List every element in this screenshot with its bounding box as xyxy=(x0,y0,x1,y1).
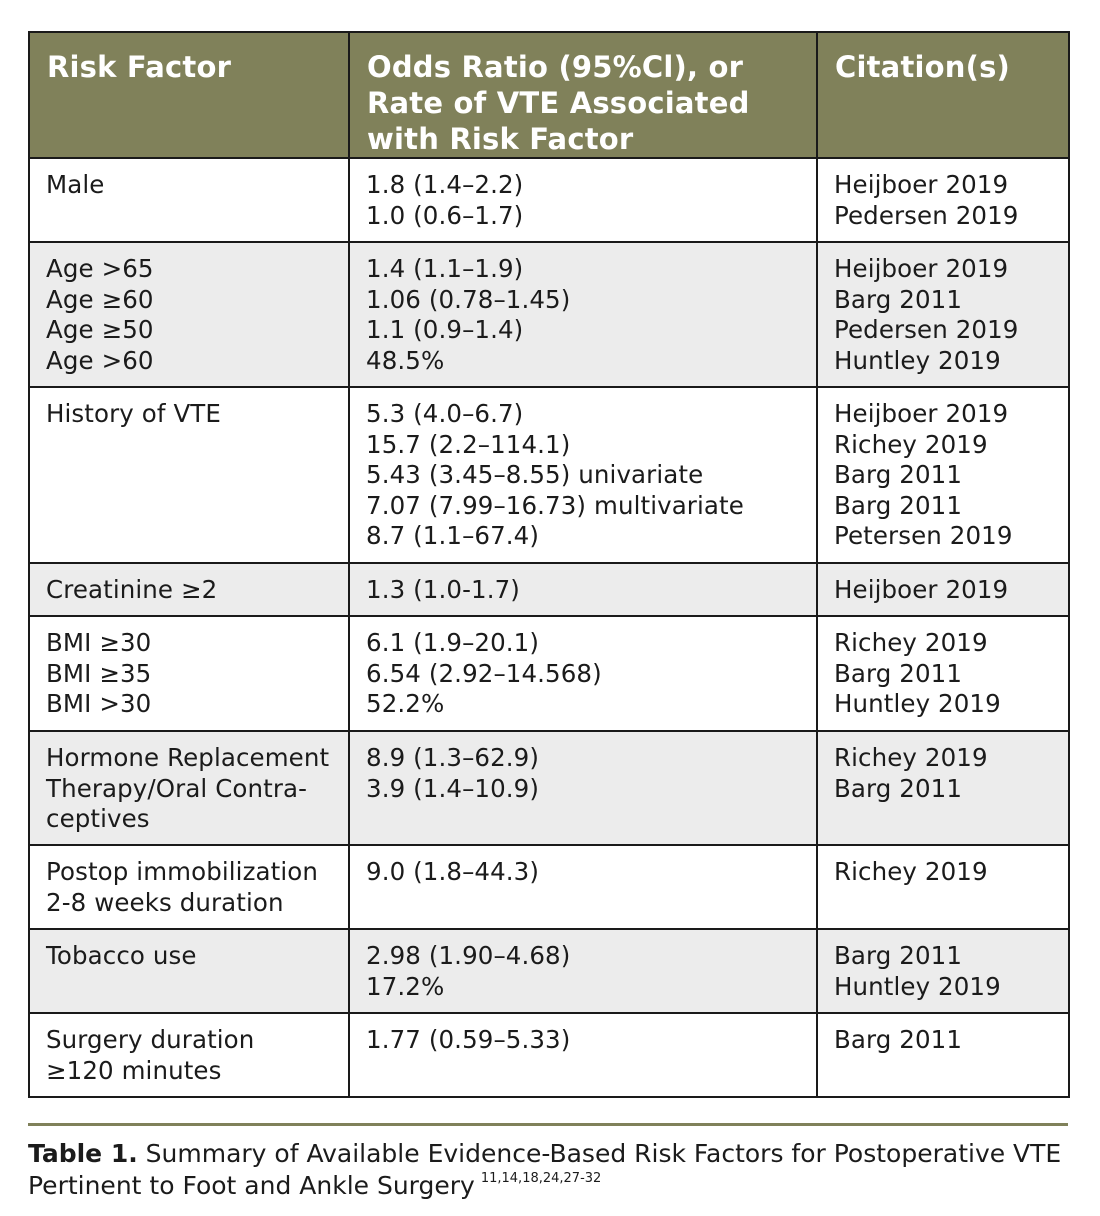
cell-line: 2.98 (1.90–4.68) xyxy=(366,941,571,970)
table-row-tobacco-use xyxy=(29,929,1069,1013)
table-row-age xyxy=(29,242,1069,387)
cell-line: 52.2% xyxy=(366,689,445,718)
risk-factor-cell xyxy=(29,929,349,1013)
caption-text: Summary of Available Evidence-Based Risk Factors for Postoperative VTE xyxy=(137,1139,1062,1168)
cell-line: Richey 2019 xyxy=(834,743,988,772)
cell-line: History of VTE xyxy=(46,399,221,428)
citation-cell xyxy=(817,242,1069,387)
odds-ratio-cell xyxy=(349,242,817,387)
citation-cell xyxy=(817,1013,1069,1097)
risk-factor-cell xyxy=(29,563,349,616)
cell-line: Richey 2019 xyxy=(834,628,988,657)
cell-line: Petersen 2019 xyxy=(834,521,1013,550)
cell-line: 7.07 (7.99–16.73) multivariate xyxy=(366,490,744,520)
cell-line: Heijboer 2019 xyxy=(834,254,1009,283)
header-line: Odds Ratio (95%Cl), or xyxy=(367,50,744,84)
header-line: with Risk Factor xyxy=(367,122,634,156)
caption-references: 11,14,18,24,27-32 xyxy=(480,1171,602,1186)
citation-cell xyxy=(817,158,1069,242)
cell-line: Therapy/Oral Contra- xyxy=(46,773,308,803)
odds-ratio-cell xyxy=(349,387,817,563)
cell-line: Creatinine ≥2 xyxy=(46,575,218,604)
header-line: Risk Factor xyxy=(47,50,232,84)
cell-line: Barg 2011 xyxy=(834,941,963,970)
cell-line: 17.2% xyxy=(366,971,445,1001)
cell-line: Tobacco use xyxy=(46,941,197,970)
cell-line: 1.4 (1.1–1.9) xyxy=(366,254,524,283)
odds-ratio-cell xyxy=(349,158,817,242)
cell-line: Postop immobilization xyxy=(46,857,318,886)
caption-text-2: Pertinent to Foot and Ankle Surgery xyxy=(28,1171,475,1200)
cell-line: Barg 2011 xyxy=(834,773,963,803)
cell-line: Age ≥60 xyxy=(46,284,154,314)
cell-line: Barg 2011 xyxy=(834,284,963,314)
cell-line: 1.77 (0.59–5.33) xyxy=(366,1025,571,1054)
cell-line: 15.7 (2.2–114.1) xyxy=(366,429,571,459)
risk-factor-cell xyxy=(29,158,349,242)
table-header-row xyxy=(29,32,1069,158)
risk-factor-cell xyxy=(29,731,349,845)
cell-line: Barg 2011 xyxy=(834,1025,963,1054)
table-row-postop-immobilization xyxy=(29,845,1069,929)
odds-ratio-cell xyxy=(349,731,817,845)
header-line: Rate of VTE Associated xyxy=(367,86,750,120)
cell-line: Huntley 2019 xyxy=(834,345,1001,375)
cell-line: Pedersen 2019 xyxy=(834,315,1019,344)
risk-factor-cell xyxy=(29,1013,349,1097)
cell-line: 5.43 (3.45–8.55) univariate xyxy=(366,460,704,489)
risk-factor-cell xyxy=(29,242,349,387)
cell-line: Heijboer 2019 xyxy=(834,399,1009,428)
caption-label: Table 1. xyxy=(28,1139,138,1168)
cell-line: BMI ≥35 xyxy=(46,658,152,688)
cell-line: 5.3 (4.0–6.7) xyxy=(366,399,524,428)
header-citations xyxy=(817,32,1069,158)
cell-line: Barg 2011 xyxy=(834,490,963,520)
cell-line: 6.54 (2.92–14.568) xyxy=(366,658,602,688)
cell-line: Heijboer 2019 xyxy=(834,170,1009,199)
cell-line: 8.7 (1.1–67.4) xyxy=(366,521,540,550)
cell-line: ceptives xyxy=(46,804,150,833)
cell-line: 48.5% xyxy=(366,345,445,375)
cell-line: 1.06 (0.78–1.45) xyxy=(366,284,571,314)
risk-factor-cell xyxy=(29,387,349,563)
table-row-creatinine xyxy=(29,563,1069,616)
table-row-bmi xyxy=(29,616,1069,731)
cell-line: 1.3 (1.0-1.7) xyxy=(366,575,520,604)
cell-line: Heijboer 2019 xyxy=(834,575,1009,604)
cell-line: Huntley 2019 xyxy=(834,971,1001,1001)
risk-factor-table xyxy=(28,31,1070,1098)
citation-cell xyxy=(817,616,1069,731)
odds-ratio-cell xyxy=(349,929,817,1013)
odds-ratio-cell xyxy=(349,1013,817,1097)
risk-factor-cell xyxy=(29,845,349,929)
citation-cell xyxy=(817,929,1069,1013)
cell-line: BMI >30 xyxy=(46,689,152,718)
cell-line: Age >65 xyxy=(46,254,154,283)
cell-line: Huntley 2019 xyxy=(834,689,1001,718)
table-row-history-of-vte xyxy=(29,387,1069,563)
odds-ratio-cell xyxy=(349,563,817,616)
cell-line: BMI ≥30 xyxy=(46,628,152,657)
caption-line-1 xyxy=(28,1138,1078,1170)
caption-line-2 xyxy=(28,1170,1078,1202)
cell-line: 1.1 (0.9–1.4) xyxy=(366,315,524,344)
cell-line: 1.8 (1.4–2.2) xyxy=(366,170,524,199)
risk-factor-table-container xyxy=(28,31,1068,1098)
cell-line: Male xyxy=(46,170,105,199)
cell-line: Richey 2019 xyxy=(834,857,988,886)
cell-line: 2-8 weeks duration xyxy=(46,887,284,917)
odds-ratio-cell xyxy=(349,845,817,929)
cell-line: 9.0 (1.8–44.3) xyxy=(366,857,540,886)
cell-line: 3.9 (1.4–10.9) xyxy=(366,773,540,803)
citation-cell xyxy=(817,731,1069,845)
table-row-surgery-duration xyxy=(29,1013,1069,1097)
cell-line: 1.0 (0.6–1.7) xyxy=(366,200,524,230)
risk-factor-cell xyxy=(29,616,349,731)
cell-line: Richey 2019 xyxy=(834,429,988,459)
cell-line: Pedersen 2019 xyxy=(834,200,1019,230)
header-odds-ratio xyxy=(349,32,817,158)
citation-cell xyxy=(817,563,1069,616)
cell-line: Age ≥50 xyxy=(46,315,154,344)
header-risk-factor xyxy=(29,32,349,158)
cell-line: Hormone Replacement xyxy=(46,743,330,772)
cell-line: Barg 2011 xyxy=(834,460,963,489)
header-line: Citation(s) xyxy=(835,50,1010,84)
cell-line: 8.9 (1.3–62.9) xyxy=(366,743,540,772)
odds-ratio-cell xyxy=(349,616,817,731)
citation-cell xyxy=(817,845,1069,929)
cell-line: Age >60 xyxy=(46,345,154,375)
citation-cell xyxy=(817,387,1069,563)
cell-line: ≥120 minutes xyxy=(46,1055,222,1085)
caption-divider xyxy=(28,1123,1068,1126)
cell-line: Barg 2011 xyxy=(834,658,963,688)
cell-line: 6.1 (1.9–20.1) xyxy=(366,628,540,657)
cell-line: Surgery duration xyxy=(46,1025,255,1054)
table-caption xyxy=(28,1138,1078,1202)
table-row-male xyxy=(29,158,1069,242)
table-row-hormone-replacement xyxy=(29,731,1069,845)
